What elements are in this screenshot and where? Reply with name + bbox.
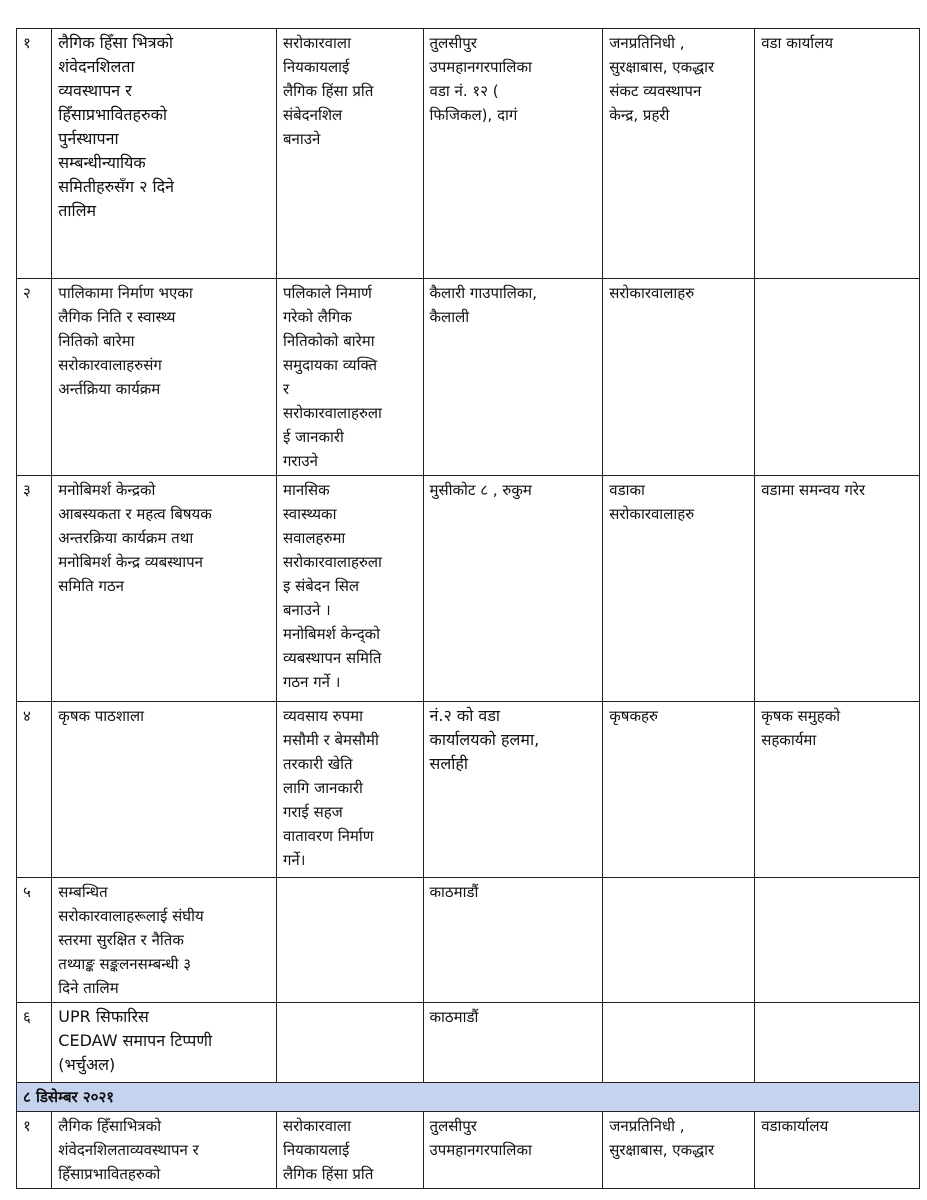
activity-cell: कृषक पाठशाला (52, 702, 277, 878)
row-number: ४ (17, 702, 52, 878)
table-row (17, 1003, 920, 1083)
participants-cell: कृषकहरु (603, 702, 755, 878)
activity-cell: लैगिक हिँसाभित्रको शंवेदनशिलताव्यवस्थापन र हिँसाप्रभावितहरुको (52, 1112, 277, 1189)
remarks-cell: कृषक समुहको सहकार्यमा (755, 702, 920, 878)
participants-cell: जनप्रतिनिधी , सुरक्षाबास, एकद्धार (603, 1112, 755, 1189)
participants-cell (603, 878, 755, 1003)
remarks-cell (755, 878, 920, 1003)
table-row (17, 279, 920, 476)
objective-cell: व्यवसाय रुपमा मसौमी र बेमसौमी तरकारी खेति लागि जानकारी गराई सहज वातावरण निर्माण गर्ने। (276, 702, 423, 878)
activity-cell: UPR सिफारिस CEDAW समापन टिप्पणी (भर्चुअल) (52, 1003, 277, 1083)
location-cell: मुसीकोट ८ , रुकुम (423, 476, 603, 702)
table-row (17, 702, 920, 878)
row-number: २ (17, 279, 52, 476)
row-number: १ (17, 1112, 52, 1189)
objective-cell: सरोकारवाला नियकायलाई लैगिक हिंसा प्रति संबेदनशिल बनाउने (276, 29, 423, 279)
date-header-row (17, 1083, 920, 1112)
location-cell: नं.२ को वडा कार्यालयको हलमा, सर्लाही (423, 702, 603, 878)
table-row (17, 878, 920, 1003)
objective-cell: मानसिक स्वास्थ्यका सवालहरुमा सरोकारवालाहरुला इ संबेदन सिल बनाउने । मनोबिमर्श केन्द्को व्यबस्थापन समिति गठन गर्ने । (276, 476, 423, 702)
activity-cell: लैगिक हिँसा भित्रको शंवेदनशिलता व्यवस्थापन र हिँसाप्रभावितहरुको पुर्नस्थापना सम्बन्धीन्यायिक समितीहरुसँग २ दिने तालिम (52, 29, 277, 279)
location-cell: काठमाडौं (423, 878, 603, 1003)
date-header: ८ डिसेम्बर २०२१ (17, 1083, 920, 1112)
remarks-cell (755, 1003, 920, 1083)
remarks-cell: वडा कार्यालय (755, 29, 920, 279)
activity-table (16, 28, 920, 1189)
location-cell: काठमाडौं (423, 1003, 603, 1083)
activity-cell: सम्बन्धित सरोकारवालाहरूलाई संघीय स्तरमा सुरक्षित र नैतिक तथ्याङ्क सङ्कलनसम्बन्धी ३ दिने तालिम (52, 878, 277, 1003)
objective-cell: सरोकारवाला नियकायलाई लैगिक हिंसा प्रति (276, 1112, 423, 1189)
table-row (17, 1112, 920, 1189)
objective-cell: पलिकाले निमार्ण गरेको लैगिक नितिकोको बारेमा समुदायका व्यक्ति र सरोकारवालाहरुला ई जानकारी गराउने (276, 279, 423, 476)
objective-cell (276, 878, 423, 1003)
table-row (17, 476, 920, 702)
location-cell: तुलसीपुर उपमहानगरपालिका (423, 1112, 603, 1189)
remarks-cell (755, 279, 920, 476)
row-number: ५ (17, 878, 52, 1003)
row-number: १ (17, 29, 52, 279)
participants-cell: वडाका सरोकारवालाहरु (603, 476, 755, 702)
table-row (17, 29, 920, 279)
row-number: ६ (17, 1003, 52, 1083)
row-number: ३ (17, 476, 52, 702)
activity-cell: मनोबिमर्श केन्द्रको आबस्यकता र महत्व बिषयक अन्तरक्रिया कार्यक्रम तथा मनोबिमर्श केन्द्र व्यबस्थापन समिति गठन (52, 476, 277, 702)
location-cell: तुलसीपुर उपमहानगरपालिका वडा नं. १२ ( फिजिकल), दागं (423, 29, 603, 279)
participants-cell: सरोकारवालाहरु (603, 279, 755, 476)
participants-cell: जनप्रतिनिधी , सुरक्षाबास, एकद्धार संकट व्यवस्थापन केन्द्र, प्रहरी (603, 29, 755, 279)
remarks-cell: वडाकार्यालय (755, 1112, 920, 1189)
objective-cell (276, 1003, 423, 1083)
activity-cell: पालिकामा निर्माण भएका लैगिक निति र स्वास्थ्य नितिको बारेमा सरोकारवालाहरुसंग अर्न्तक्रिया कार्यक्रम (52, 279, 277, 476)
location-cell: कैलारी गाउपालिका, कैलाली (423, 279, 603, 476)
remarks-cell: वडामा समन्वय गरेर (755, 476, 920, 702)
participants-cell (603, 1003, 755, 1083)
